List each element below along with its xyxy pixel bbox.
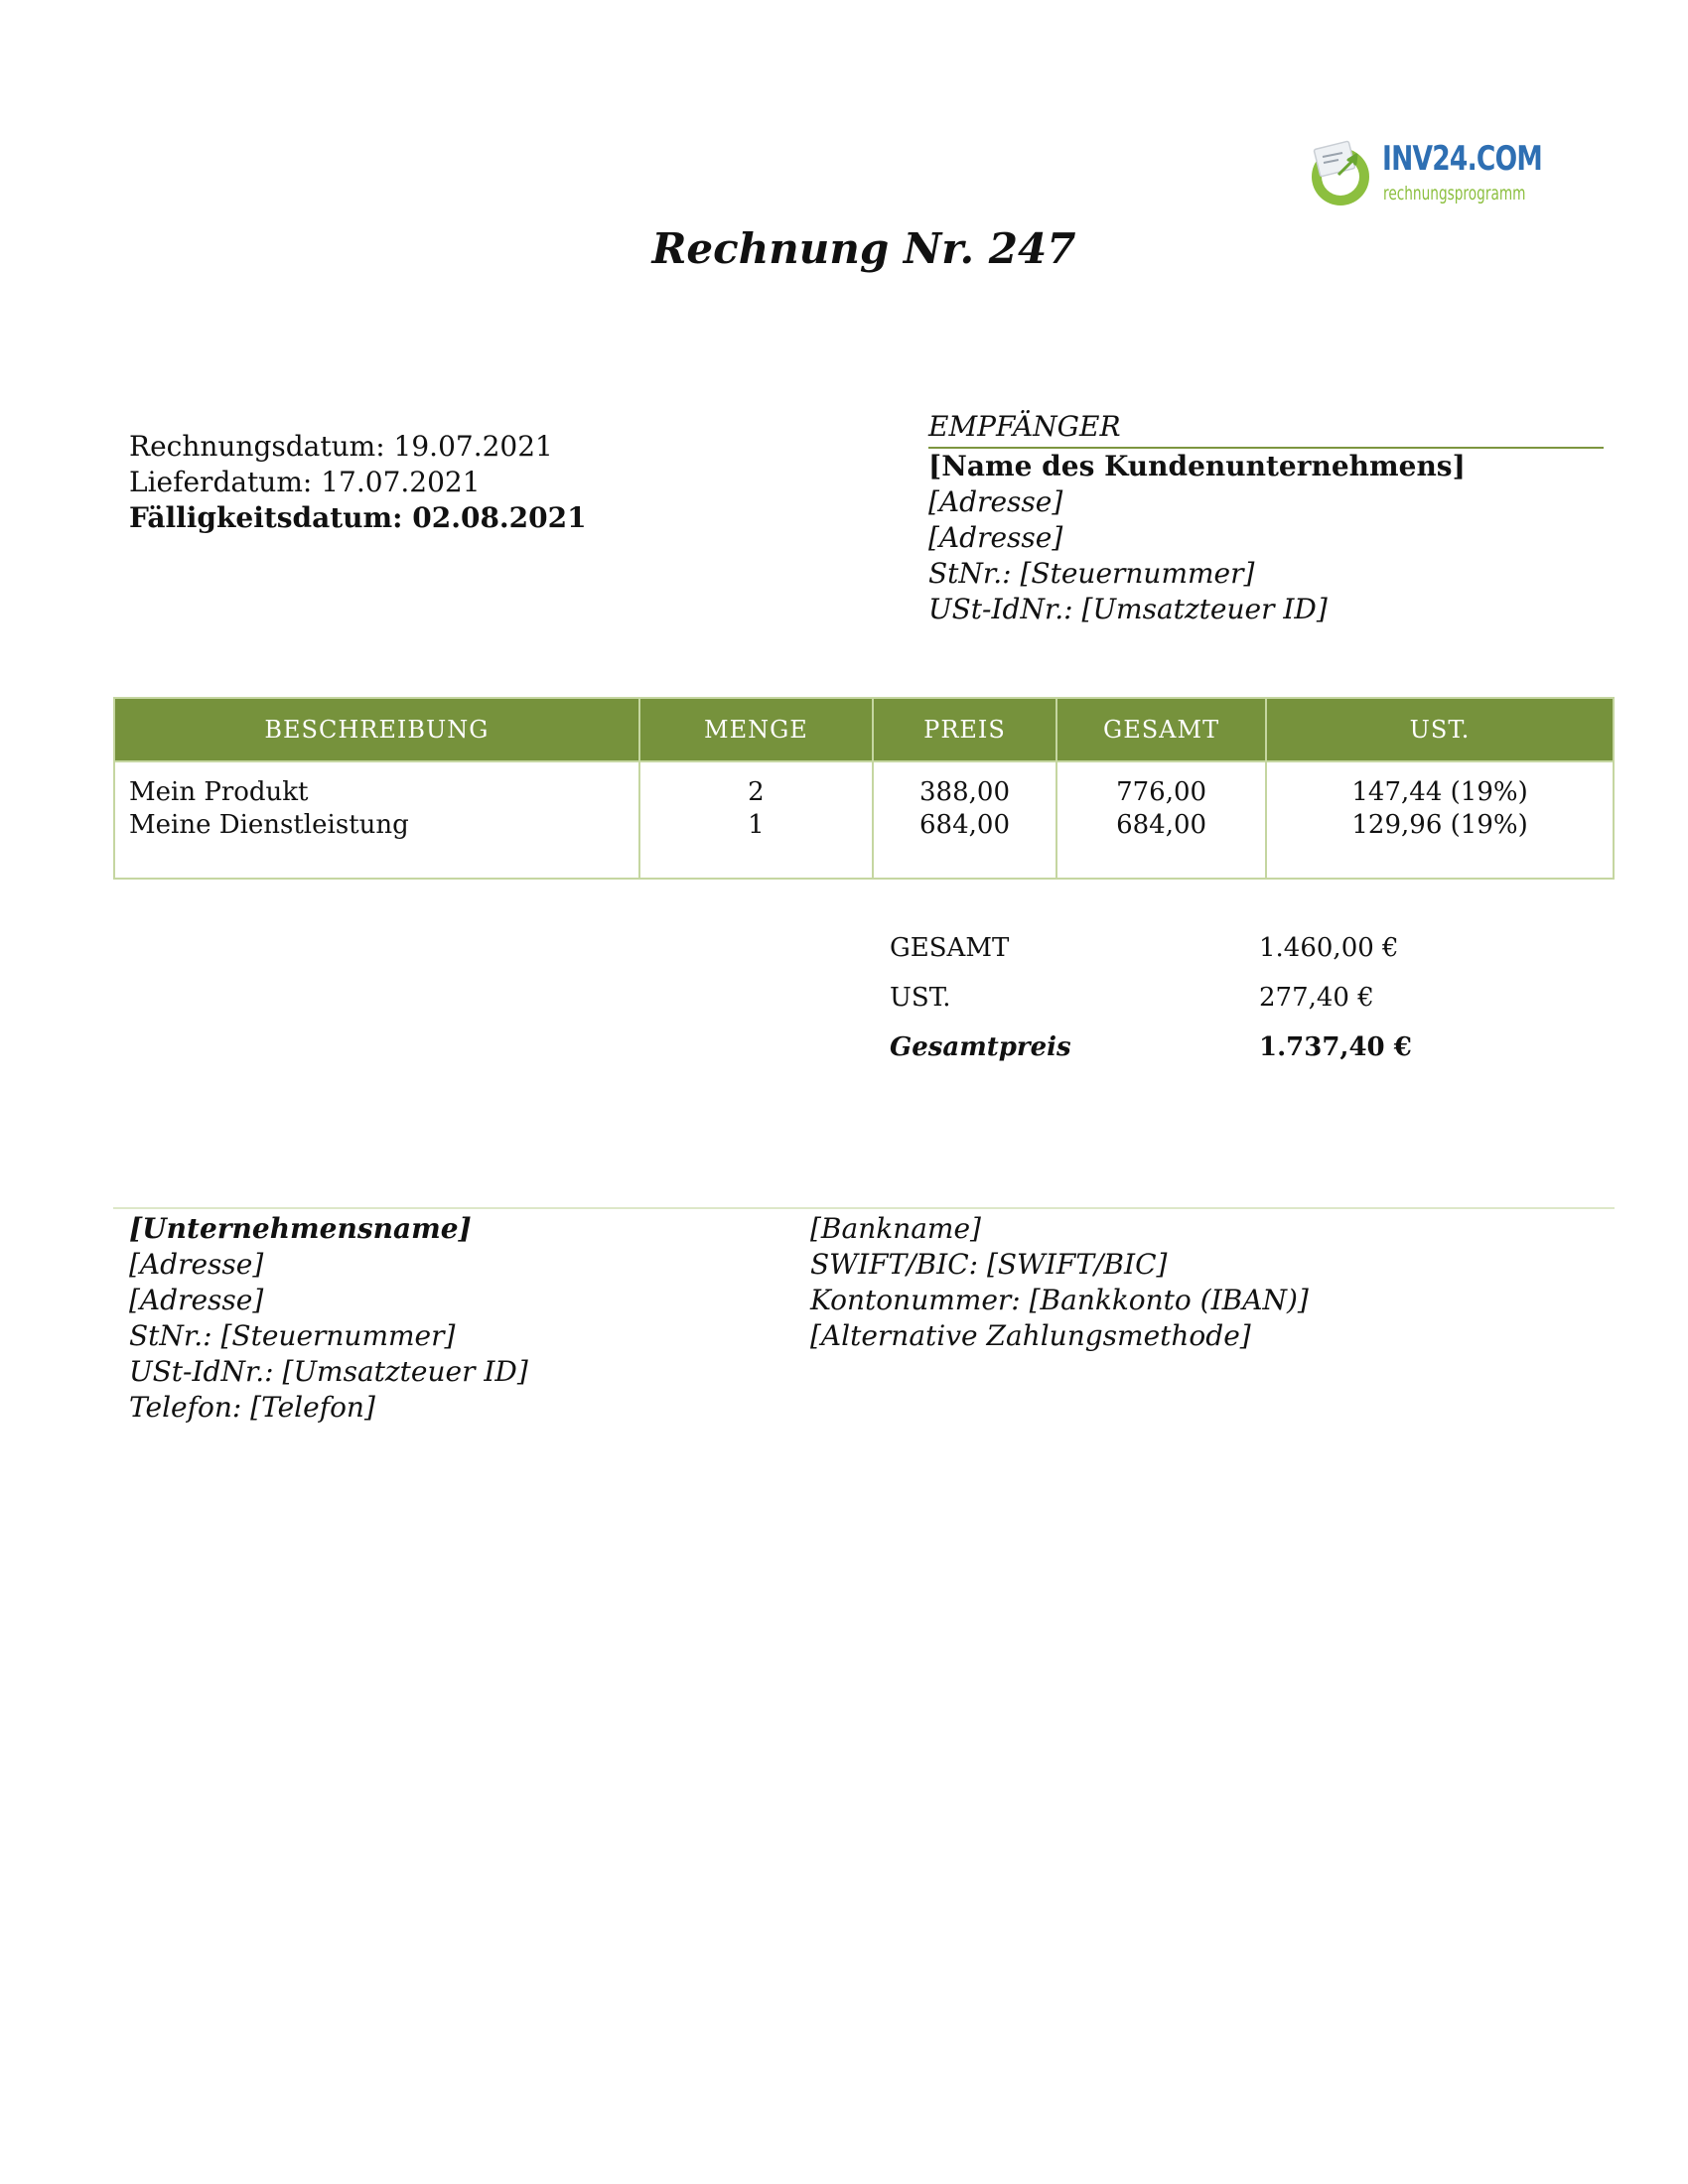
item-total: 684,00 [1116,810,1207,840]
vat-total-label: UST. [890,983,951,1013]
bank-name: [Bankname] [810,1212,981,1245]
subtotal-label: GESAMT [890,933,1010,963]
invoice-title: Rechnung Nr. 247 [651,224,1076,273]
item-price: 388,00 [919,777,1010,807]
invoice-date: Rechnungsdatum: 19.07.2021 [129,430,553,463]
item-quantity: 2 [748,777,765,807]
recipient-tax-number: StNr.: [Steuernummer] [928,557,1255,590]
recipient-name: [Name des Kundenunternehmens] [928,450,1466,482]
logo-mark-icon [1309,139,1378,208]
vat-cell [1266,761,1614,879]
grand-total-row [890,1032,1485,1082]
delivery-date: Lieferdatum: 17.07.2021 [129,466,481,498]
totals-block [890,933,1485,1082]
bank-block [810,1211,1309,1354]
due-date: Fälligkeitsdatum: 02.08.2021 [129,501,587,534]
item-quantity: 1 [748,810,765,840]
item-description: Mein Produkt [129,777,309,807]
recipient-address-1: [Adresse] [928,485,1063,518]
line-items-table [113,697,1615,880]
vat-total-value: 277,40 € [1259,983,1374,1013]
logo-tagline: rechnungsprogramm [1383,183,1526,205]
table-row [114,761,1614,879]
item-vat: 129,96 (19%) [1351,810,1528,840]
company-phone: Telefon: [Telefon] [129,1391,375,1424]
column-header-vat: UST. [1266,698,1614,761]
column-header-quantity: MENGE [639,698,873,761]
item-vat: 147,44 (19%) [1351,777,1528,807]
bank-account: Kontonummer: [Bankkonto (IBAN)] [810,1284,1309,1316]
price-cell [873,761,1056,879]
company-address-1: [Adresse] [129,1248,264,1281]
invoice-dates [129,429,587,536]
company-vat-id: USt-IdNr.: [Umsatzteuer ID] [129,1355,528,1388]
company-block [129,1211,528,1426]
table-header-row [114,698,1614,761]
column-header-total: GESAMT [1056,698,1266,761]
footer-divider [113,1207,1615,1209]
description-cell [114,761,639,879]
grand-total-value: 1.737,40 € [1259,1032,1412,1062]
total-cell [1056,761,1266,879]
column-header-price: PREIS [873,698,1056,761]
recipient-block [928,409,1604,627]
quantity-cell [639,761,873,879]
alternative-payment: [Alternative Zahlungsmethode] [810,1319,1251,1352]
item-total: 776,00 [1116,777,1207,807]
logo [1309,137,1542,212]
company-address-2: [Adresse] [129,1284,264,1316]
vat-total-row [890,983,1485,1032]
item-price: 684,00 [919,810,1010,840]
company-tax-number: StNr.: [Steuernummer] [129,1319,456,1352]
recipient-label: EMPFÄNGER [928,409,1604,449]
grand-total-label: Gesamtpreis [890,1032,1071,1062]
logo-brand: INV24.COM [1382,139,1542,179]
bank-swift: SWIFT/BIC: [SWIFT/BIC] [810,1248,1168,1281]
company-name: [Unternehmensname] [129,1212,472,1245]
column-header-description: BESCHREIBUNG [114,698,639,761]
recipient-address-2: [Adresse] [928,521,1063,554]
item-description: Meine Dienstleistung [129,810,409,840]
recipient-vat-id: USt-IdNr.: [Umsatzteuer ID] [928,593,1328,625]
subtotal-value: 1.460,00 € [1259,933,1399,963]
subtotal-row [890,933,1485,983]
